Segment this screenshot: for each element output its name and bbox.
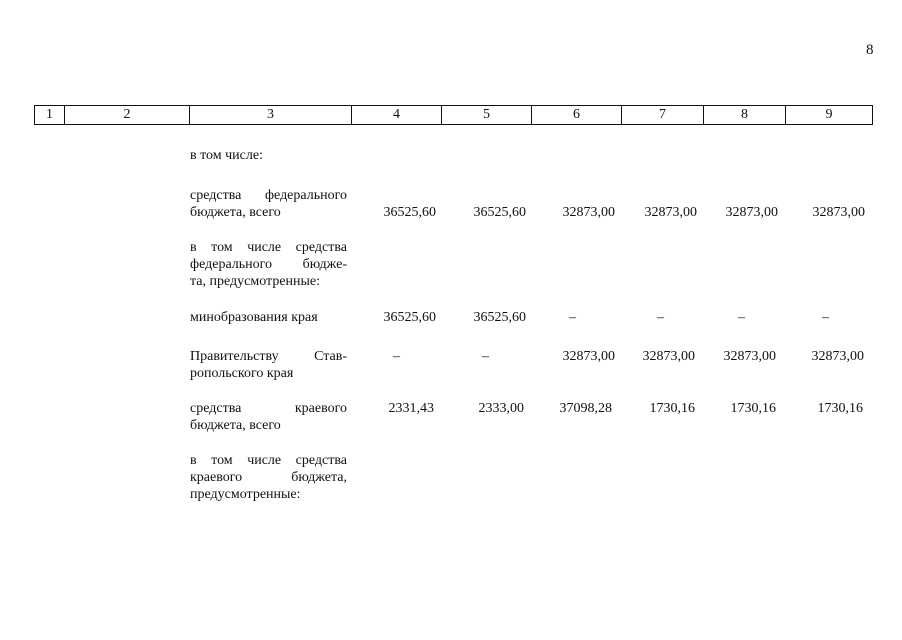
description-line: бюджета, всего — [190, 418, 281, 433]
description-line: та, предусмотренные: — [190, 274, 321, 289]
row-description — [190, 348, 347, 382]
value-cell: – — [393, 349, 400, 364]
value-cell: 32873,00 — [723, 349, 776, 364]
column-number-header — [34, 105, 873, 125]
value-cell: 32873,00 — [562, 205, 615, 220]
description-line: предусмотренные: — [190, 487, 301, 502]
column-number: 4 — [352, 106, 442, 125]
column-number: 2 — [65, 106, 190, 125]
row-description — [190, 147, 347, 164]
row-description — [190, 187, 347, 221]
value-cell: 32873,00 — [642, 349, 695, 364]
column-number: 5 — [442, 106, 532, 125]
value-cell: 36525,60 — [473, 310, 526, 325]
description-line: ропольского края — [190, 366, 294, 381]
description-line: в том числе: — [190, 148, 263, 163]
column-number: 6 — [532, 106, 622, 125]
row-description — [190, 239, 347, 290]
description-line: Правительству Став- — [190, 349, 347, 364]
value-cell: – — [482, 349, 489, 364]
value-cell: 37098,28 — [559, 401, 612, 416]
value-cell: 32873,00 — [562, 349, 615, 364]
value-cell: – — [822, 310, 829, 325]
value-cell: 36525,60 — [383, 310, 436, 325]
description-line: средства краевого — [190, 401, 347, 416]
value-cell: 32873,00 — [644, 205, 697, 220]
column-number: 7 — [622, 106, 704, 125]
column-number: 3 — [190, 106, 352, 125]
description-line: средства федерального — [190, 188, 347, 203]
value-cell: – — [569, 310, 576, 325]
value-cell: 36525,60 — [383, 205, 436, 220]
description-line: федерального бюдже- — [190, 257, 347, 272]
value-cell: 1730,16 — [817, 401, 863, 416]
page-number: 8 — [866, 42, 874, 58]
value-cell: 2331,43 — [388, 401, 434, 416]
description-line: минобразования края — [190, 310, 318, 325]
value-cell: 32873,00 — [811, 349, 864, 364]
column-number: 8 — [704, 106, 786, 125]
row-description — [190, 400, 347, 434]
value-cell: 2333,00 — [478, 401, 524, 416]
row-description — [190, 452, 347, 503]
value-cell: – — [738, 310, 745, 325]
value-cell: 32873,00 — [725, 205, 778, 220]
description-line: в том числе средства — [190, 453, 347, 468]
value-cell: – — [657, 310, 664, 325]
description-line: бюджета, всего — [190, 205, 281, 220]
description-line: в том числе средства — [190, 240, 347, 255]
description-line: краевого бюджета, — [190, 470, 347, 485]
value-cell: 32873,00 — [812, 205, 865, 220]
value-cell: 36525,60 — [473, 205, 526, 220]
column-number: 9 — [786, 106, 873, 125]
column-number: 1 — [35, 106, 65, 125]
row-description — [190, 309, 347, 326]
value-cell: 1730,16 — [649, 401, 695, 416]
value-cell: 1730,16 — [730, 401, 776, 416]
